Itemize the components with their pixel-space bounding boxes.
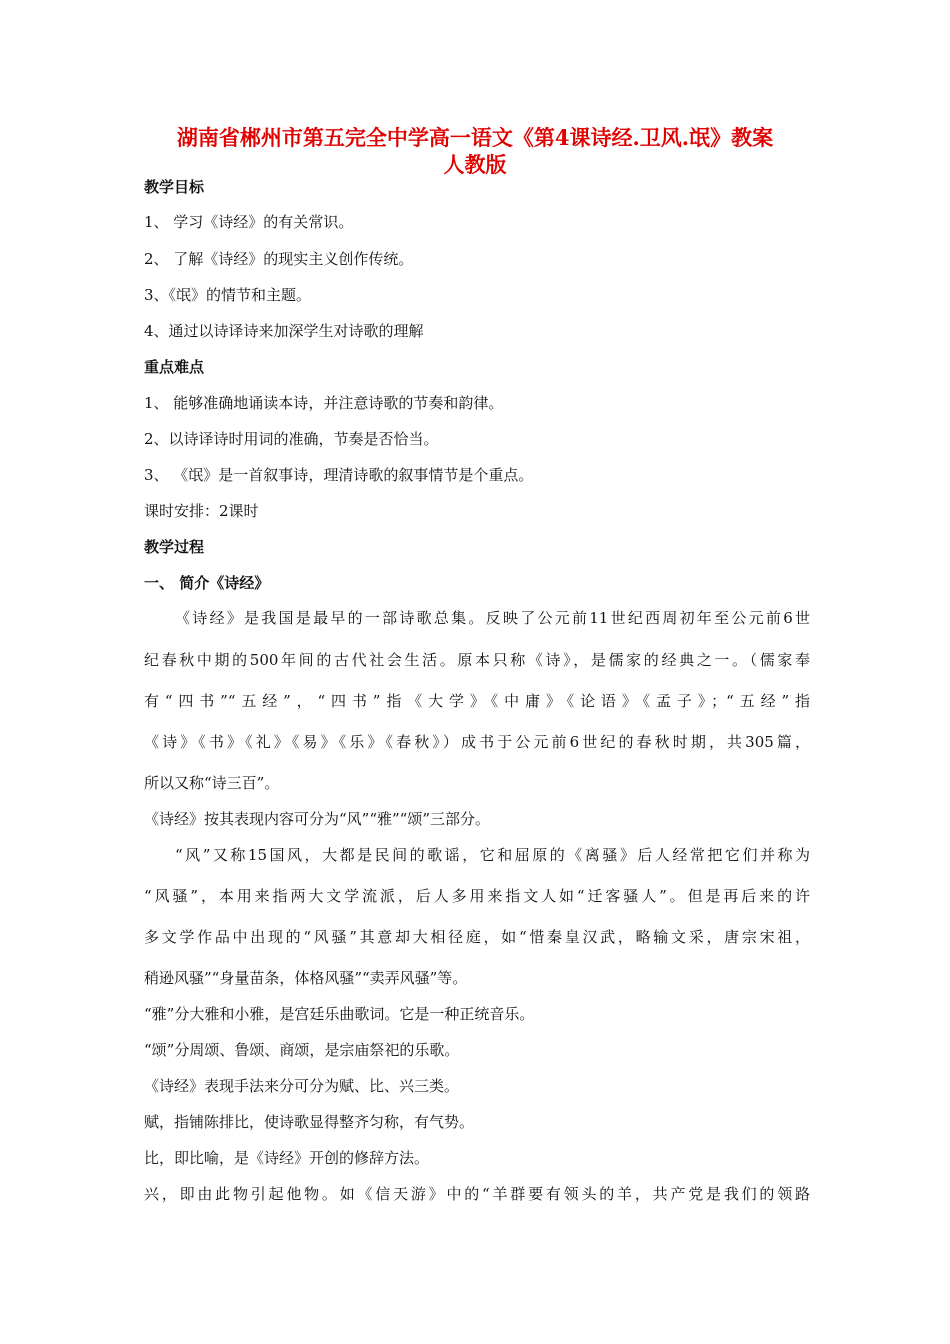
paragraph-line: 稍逊风骚”“身量苗条，体格风骚”“卖弄风骚”等。 bbox=[144, 969, 468, 987]
paragraph-line: 《诗经》表现手法来分可分为赋、比、兴三类。 bbox=[144, 1077, 460, 1095]
paragraph-line: 比，即比喻，是《诗经》开创的修辞方法。 bbox=[144, 1149, 430, 1167]
goal-item: 1、 学习《诗经》的有关常识。 bbox=[144, 213, 354, 231]
section-heading-goals: 教学目标 bbox=[144, 178, 205, 196]
key-point-item: 2、以诗译诗时用词的准确，节奏是否恰当。 bbox=[144, 430, 439, 448]
section-heading-key-points: 重点难点 bbox=[144, 358, 205, 376]
paragraph-line: 兴，即由此物引起他物。如《信天游》中的“羊群要有领头的羊，共产党是我们的领路 bbox=[144, 1185, 810, 1203]
document-title-line-2: 人教版 bbox=[443, 152, 507, 177]
paragraph-line: 所以又称“诗三百”。 bbox=[144, 774, 280, 792]
class-schedule: 课时安排：2课时 bbox=[144, 502, 259, 520]
paragraph-line: “颂”分周颂、鲁颂、商颂，是宗庙祭祀的乐歌。 bbox=[144, 1041, 460, 1059]
paragraph-line: 《诗经》按其表现内容可分为“风”“雅”“颂”三部分。 bbox=[144, 810, 491, 828]
paragraph-line: “雅”分大雅和小雅，是宫廷乐曲歌词。它是一种正统音乐。 bbox=[144, 1005, 535, 1023]
paragraph-line: 纪春秋中期的500年间的古代社会生活。原本只称《诗》，是儒家的经典之一。（儒家奉 bbox=[144, 651, 810, 669]
document-title-line-1: 湖南省郴州市第五完全中学高一语文《第4课诗经.卫风.氓》教案 bbox=[176, 125, 774, 150]
paragraph-line: 多文学作品中出现的“风骚”其意却大相径庭，如“惜秦皇汉武，略输文采，唐宗宋祖， bbox=[144, 928, 810, 946]
paragraph-line: “风骚”，本用来指两大文学流派，后人多用来指文人如“迁客骚人”。但是再后来的许 bbox=[144, 887, 810, 905]
paragraph-line: “风”又称15国风，大都是民间的歌谣，它和屈原的《离骚》后人经常把它们并称为 bbox=[175, 846, 810, 864]
section-heading-process: 教学过程 bbox=[144, 538, 205, 556]
paragraph-line: 有“四书”“五经”，“四书”指《大学》《中庸》《论语》《孟子》；“五经”指 bbox=[144, 692, 810, 710]
paragraph-line: 赋，指铺陈排比，使诗歌显得整齐匀称，有气势。 bbox=[144, 1113, 475, 1131]
goal-item: 3、《氓》的情节和主题。 bbox=[144, 286, 312, 304]
key-point-item: 1、 能够准确地诵读本诗，并注意诗歌的节奏和韵律。 bbox=[144, 394, 504, 412]
paragraph-line: 《诗经》是我国是最早的一部诗歌总集。反映了公元前11世纪西周初年至公元前6世 bbox=[175, 609, 810, 627]
goal-item: 4、通过以诗译诗来加深学生对诗歌的理解 bbox=[144, 322, 424, 340]
paragraph-line: 《诗》《书》《礼》《易》《乐》《春秋》）成书于公元前6世纪的春秋时期，共305篇， bbox=[144, 733, 810, 751]
goal-item: 2、 了解《诗经》的现实主义创作传统。 bbox=[144, 250, 414, 268]
key-point-item: 3、 《氓》是一首叙事诗，理清诗歌的叙事情节是个重点。 bbox=[144, 466, 534, 484]
part-heading-intro: 一、 简介《诗经》 bbox=[144, 574, 270, 592]
